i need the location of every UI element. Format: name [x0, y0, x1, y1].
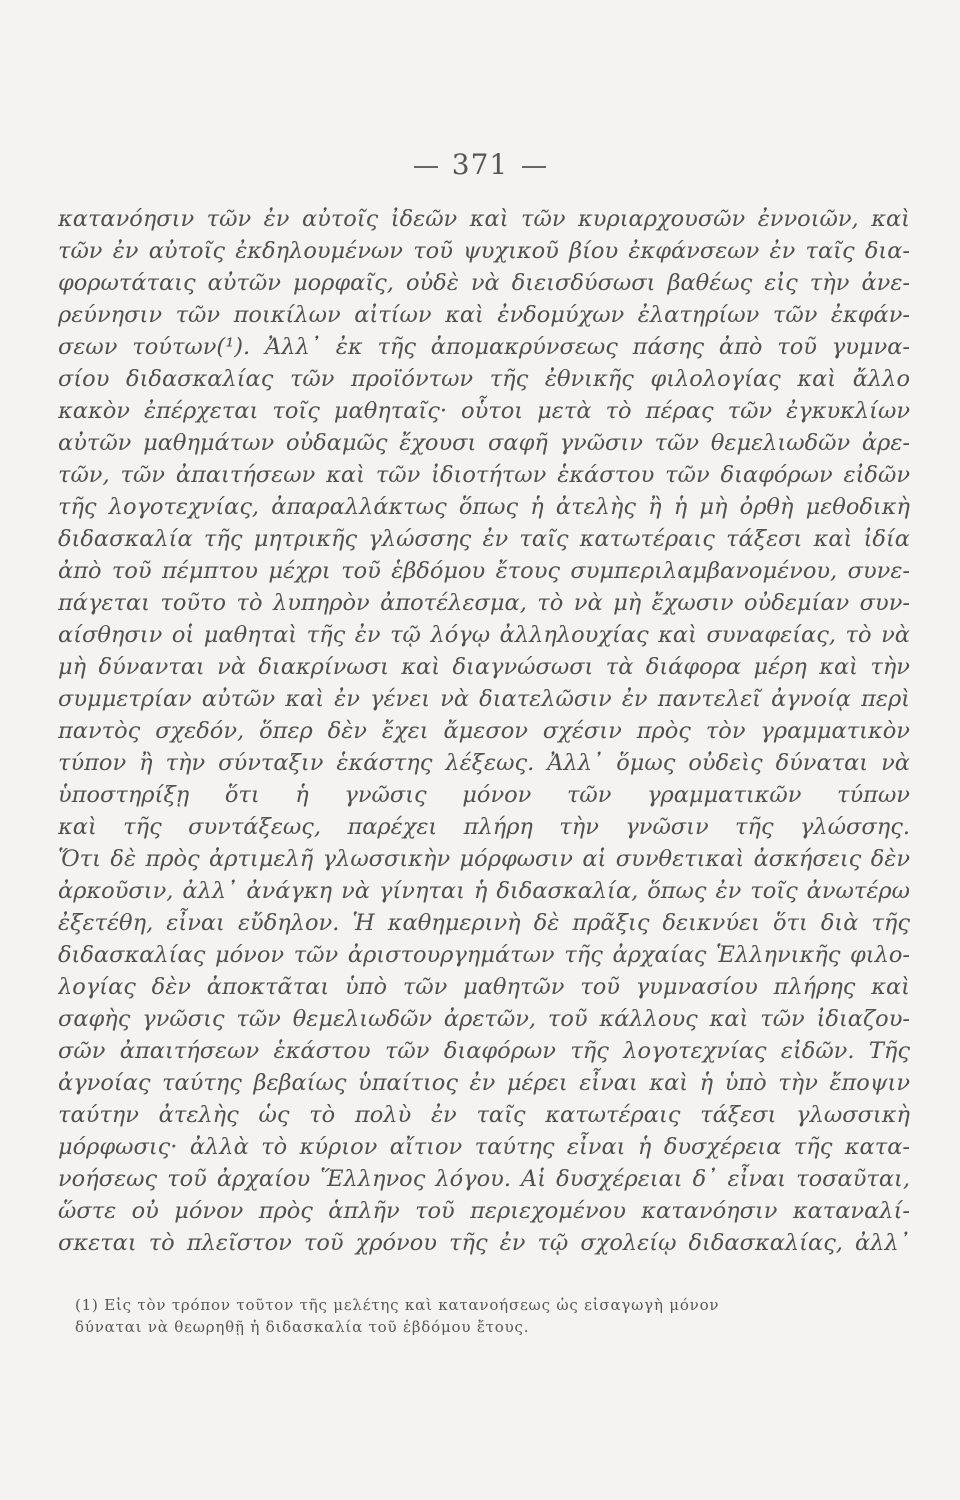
body-text — [58, 203, 910, 1259]
text-line: ἀρκοῦσιν, ἀλλ᾽ ἀνάγκη νὰ γίνηται ἡ διδασκαλία, ὅπως ἐν τοῖς ἀνωτέρω — [58, 878, 910, 904]
text-line: μόρφωσις· ἀλλὰ τὸ κύριον αἴτιον ταύτης εἶναι ἡ δυσχέρεια τῆς κατα- — [58, 1134, 910, 1160]
text-line: ἐξετέθη, εἶναι εὔδηλον. Ἡ καθημερινὴ δὲ πρᾶξις δεικνύει ὅτι διὰ τῆς — [58, 910, 910, 936]
header-dash-left — [414, 166, 438, 168]
text-line: ταύτην ἀτελὴς ὡς τὸ πολὺ ἐν ταῖς κατωτέραις τάξεσι γλωσσικὴ — [58, 1102, 910, 1128]
text-line: ἀγνοίας ταύτης βεβαίως ὑπαίτιος ἐν μέρει εἶναι καὶ ἡ ὑπὸ τὴν ἔποψιν — [58, 1070, 910, 1096]
text-line: ὑποστηρίξῃ ὅτι ἡ γνῶσις μόνον τῶν γραμματικῶν τύπων — [58, 782, 910, 808]
footnote-line: δύναται νὰ θεωρηθῇ ἡ διδασκαλία τοῦ ἑβδόμου ἔτους. — [75, 1318, 530, 1336]
text-line: συμμετρίαν αὐτῶν καὶ ἐν γένει νὰ διατελῶσιν ἐν παντελεῖ ἀγνοίᾳ περὶ — [58, 686, 910, 712]
footnote-line: (1) Εἰς τὸν τρόπον τοῦτον τῆς μελέτης καὶ κατανοήσεως ὡς εἰσαγωγὴ μόνον — [75, 1296, 720, 1314]
text-line: τῆς λογοτεχνίας, ἀπαραλλάκτως ὅπως ἡ ἀτελὴς ἢ ἡ μὴ ὀρθὴ μεθοδικὴ — [58, 494, 910, 520]
text-line: φορωτάταις αὐτῶν μορφαῖς, οὐδὲ νὰ διεισδύσωσι βαθέως εἰς τὴν ἀνε- — [58, 270, 910, 296]
text-line: Ὅτι δὲ πρὸς ἀρτιμελῆ γλωσσικὴν μόρφωσιν αἱ συνθετικαὶ ἀσκήσεις δὲν — [58, 846, 910, 872]
text-line: αὐτῶν μαθημάτων οὐδαμῶς ἔχουσι σαφῆ γνῶσιν τῶν θεμελιωδῶν ἀρε- — [58, 430, 910, 456]
text-line: κατανόησιν τῶν ἐν αὐτοῖς ἰδεῶν καὶ τῶν κυριαρχουσῶν ἐννοιῶν, καὶ — [58, 206, 910, 232]
text-line: τῶν, τῶν ἀπαιτήσεων καὶ τῶν ἰδιοτήτων ἑκάστου τῶν διαφόρων εἰδῶν — [58, 462, 910, 488]
text-line: ὥστε οὐ μόνον πρὸς ἁπλῆν τοῦ περιεχομένου κατανόησιν καταναλί- — [58, 1198, 910, 1224]
header-dash-right — [522, 166, 546, 168]
text-line: λογίας δὲν ἀποκτᾶται ὑπὸ τῶν μαθητῶν τοῦ γυμνασίου πλήρης καὶ — [58, 974, 910, 1000]
text-line: ρεύνησιν τῶν ποικίλων αἰτίων καὶ ἐνδομύχων ἐλατηρίων τῶν ἐκφάν- — [58, 302, 910, 328]
text-line: διδασκαλίας μόνον τῶν ἀριστουργημάτων τῆς ἀρχαίας Ἑλληνικῆς φιλο- — [58, 942, 910, 968]
text-line: σκεται τὸ πλεῖστον τοῦ χρόνου τῆς ἐν τῷ σχολείῳ διδασκαλίας, ἀλλ᾽ — [58, 1230, 910, 1256]
page-number: 371 — [451, 148, 509, 181]
text-line: τύπον ἢ τὴν σύνταξιν ἑκάστης λέξεως. Ἀλλ᾽ ὅμως οὐδεὶς δύναται νὰ — [58, 750, 910, 776]
text-line: σαφὴς γνῶσις τῶν θεμελιωδῶν ἀρετῶν, τοῦ κάλλους καὶ τῶν ἰδιαζου- — [58, 1006, 910, 1032]
page-header — [0, 148, 960, 181]
text-line: σῶν ἀπαιτήσεων ἑκάστου τῶν διαφόρων τῆς λογοτεχνίας εἰδῶν. Τῆς — [58, 1038, 910, 1064]
text-line: σεων τούτων(¹). Ἀλλ᾽ ἐκ τῆς ἀπομακρύνσεως πάσης ἀπὸ τοῦ γυμνα- — [58, 334, 910, 360]
text-line: παντὸς σχεδόν, ὅπερ δὲν ἔχει ἄμεσον σχέσιν πρὸς τὸν γραμματικὸν — [58, 718, 910, 744]
text-line: κακὸν ἐπέρχεται τοῖς μαθηταῖς· οὗτοι μετὰ τὸ πέρας τῶν ἐγκυκλίων — [58, 398, 910, 424]
text-line: πάγεται τοῦτο τὸ λυπηρὸν ἀποτέλεσμα, τὸ νὰ μὴ ἔχωσιν οὐδεμίαν συν- — [58, 590, 910, 616]
text-line: νοήσεως τοῦ ἀρχαίου Ἕλληνος λόγου. Αἱ δυσχέρειαι δ᾽ εἶναι τοσαῦται, — [58, 1166, 910, 1192]
text-line: σίου διδασκαλίας τῶν προϊόντων τῆς ἐθνικῆς φιλολογίας καὶ ἄλλο — [58, 366, 910, 392]
text-line: μὴ δύνανται νὰ διακρίνωσι καὶ διαγνώσωσι τὰ διάφορα μέρη καὶ τὴν — [58, 654, 910, 680]
text-line: αίσθησιν οἱ μαθηταὶ τῆς ἐν τῷ λόγῳ ἀλληλουχίας καὶ συναφείας, τὸ νὰ — [58, 622, 910, 648]
text-line: ἀπὸ τοῦ πέμπτου μέχρι τοῦ ἑβδόμου ἔτους συμπεριλαμβανομένου, συνε- — [58, 558, 910, 584]
text-line: τῶν ἐν αὐτοῖς ἐκδηλουμένων τοῦ ψυχικοῦ βίου ἐκφάνσεων ἐν ταῖς δια- — [58, 238, 910, 264]
footnotes — [75, 1294, 915, 1338]
text-line: διδασκαλία τῆς μητρικῆς γλώσσης ἐν ταῖς κατωτέραις τάξεσι καὶ ἰδία — [58, 526, 910, 552]
text-line: καὶ τῆς συντάξεως, παρέχει πλήρη τὴν γνῶσιν τῆς γλώσσης. — [58, 814, 910, 840]
